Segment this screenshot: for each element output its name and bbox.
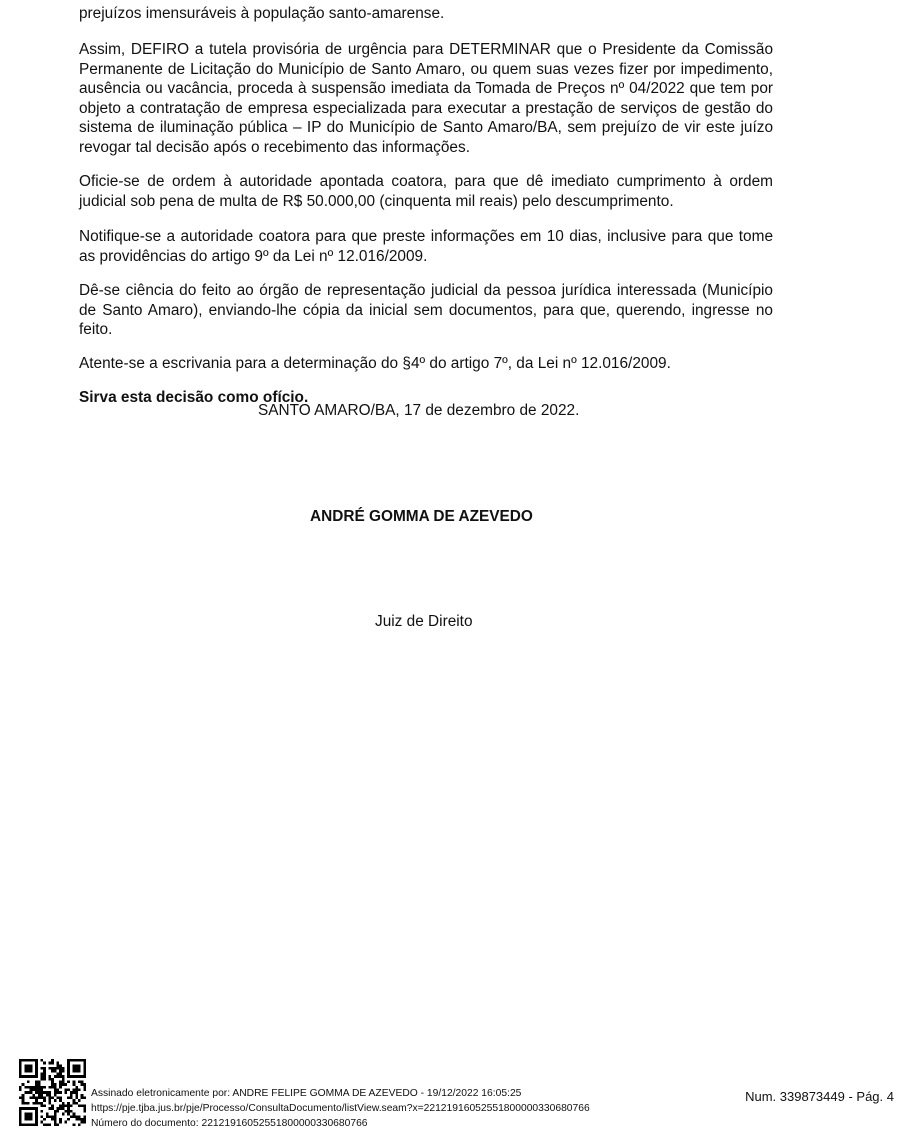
judge-title: Juiz de Direito (375, 613, 473, 630)
paragraph-2: Assim, DEFIRO a tutela provisória de urgência para DETERMINAR que o Presidente da Comissão Permanente de Licitação do Município de Santo Amaro, ou quem suas vezes fizer por impedimento, ausência ou vacância, proceda à suspensão imediata da Tomada de Preços nº 04/2022 que tem por objeto a contratação de empresa especializada para executar a prestação de serviços de gestão do sistema de iluminação pública – IP do Município de Santo Amaro/BA, sem prejuízo de vir este juízo revogar tal decisão após o recebimento das informações. (79, 41, 773, 156)
paragraph-5: Dê-se ciência do feito ao órgão de representação judicial da pessoa jurídica interessada (Município de Santo Amaro), enviando-lhe cópia da inicial sem documentos, para que, querendo, ingresse no feito. (79, 282, 773, 339)
paragraph-1: prejuízos imensuráveis à população santo-amarense. (79, 5, 445, 22)
footer-doc-number: Número do documento: 22121916052551800000330680766 (91, 1118, 368, 1129)
judge-name: ANDRÉ GOMMA DE AZEVEDO (310, 508, 533, 525)
paragraph-4: Notifique-se a autoridade coatora para que preste informações em 10 dias, inclusive para que tome as providências do artigo 9º da Lei nº 12.016/2009. (79, 228, 773, 265)
place-date: SANTO AMARO/BA, 17 de dezembro de 2022. (258, 402, 580, 419)
paragraph-3: Oficie-se de ordem à autoridade apontada coatora, para que dê imediato cumprimento à ordem judicial sob pena de multa de R$ 50.000,00 (cinquenta mil reais) pelo descumprimento. (79, 173, 773, 210)
qr-code-icon (19, 1059, 86, 1126)
footer-signed-by: Assinado eletronicamente por: ANDRE FELIPE GOMMA DE AZEVEDO - 19/12/2022 16:05:25 (91, 1088, 522, 1099)
paragraph-7: Sirva esta decisão como ofício. (79, 389, 309, 406)
page-number: Num. 339873449 - Pág. 4 (745, 1089, 894, 1104)
footer-url[interactable]: https://pje.tjba.jus.br/pje/Processo/ConsultaDocumento/listView.seam?x=22121916052551800000330680766 (91, 1103, 590, 1114)
paragraph-6: Atente-se a escrivania para a determinação do §4º do artigo 7º, da Lei nº 12.016/2009. (79, 355, 671, 372)
